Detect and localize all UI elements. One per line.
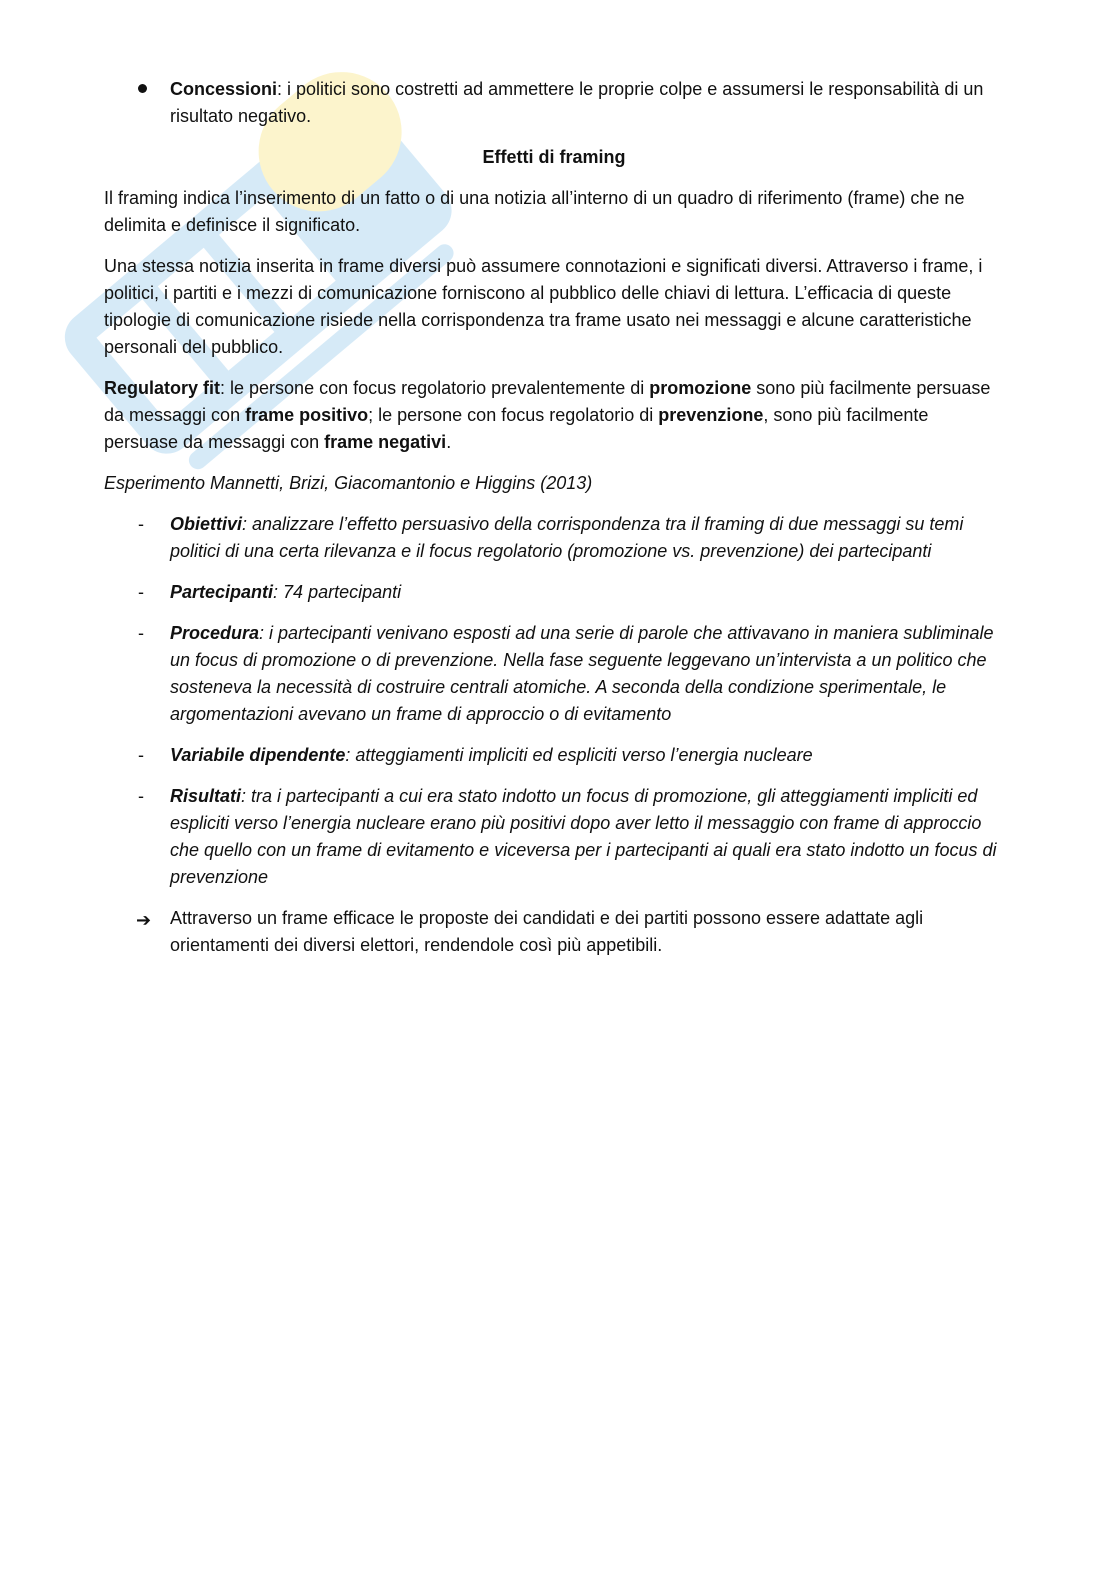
list-item-text xyxy=(170,511,1004,565)
paragraph-frame-meaning: Una stessa notizia inserita in frame diversi può assumere connotazioni e significati diversi. Attraverso i frame, i politici, i partiti e i mezzi di comunicazione forniscono al pubblico delle chiavi di lettura. L’efficacia di queste tipologie di comunicazione risiede nella corrispondenza tra frame usato nei messaggi e alcune caratteristiche personali del pubblico. xyxy=(104,256,983,357)
conclusion-text: Attraverso un frame efficace le proposte dei candidati e dei partiti possono essere adattate agli orientamenti dei diversi elettori, rendendole così più appetibili. xyxy=(170,908,924,955)
list-item-text xyxy=(170,783,1004,891)
experiment-list xyxy=(104,511,1004,891)
term-concessioni: Concessioni xyxy=(170,79,278,99)
list-item-text xyxy=(170,620,1004,728)
paragraph-framing-definition: Il framing indica l’inserimento di un fatto o di una notizia all’interno di un quadro di riferimento (frame) che ne delimita e definisce il significato. xyxy=(104,188,965,235)
list-item-term: Partecipanti xyxy=(170,582,274,602)
document-content xyxy=(104,76,1004,973)
bullet-text xyxy=(170,76,1004,130)
list-item-description: : tra i partecipanti a cui era stato indotto un focus di promozione, gli atteggiamenti impliciti ed espliciti verso l’energia nucleare erano più positivi dopo aver letto il messaggio con frame di approccio che quello con un frame di evitamento e viceversa per i partecipanti ai quali era stato indotto un focus di prevenzione xyxy=(170,786,997,887)
bullet-item-concessioni xyxy=(104,76,1004,130)
term-regulatory-fit: Regulatory fit xyxy=(104,378,221,398)
list-item-text xyxy=(170,742,1004,769)
list-item-procedura xyxy=(104,620,1004,728)
list-item-term: Variabile dipendente xyxy=(170,745,346,765)
text-fragment: ; le persone con focus regolatorio di xyxy=(368,405,659,425)
dash-marker: - xyxy=(138,623,144,643)
text-fragment: , sono più facilmente persuase da messaggi con xyxy=(104,405,929,452)
text-fragment: sono più facilmente persuase da messaggi con xyxy=(104,378,991,425)
concessioni-description: : i politici sono costretti ad ammettere le proprie colpe e assumersi le responsabilità di un risultato negativo. xyxy=(170,79,984,126)
text-fragment: . xyxy=(446,432,452,452)
bold-frame-positivo: frame positivo xyxy=(245,405,369,425)
list-item-risultati xyxy=(104,783,1004,891)
dash-marker: - xyxy=(138,786,144,806)
text-fragment: : le persone con focus regolatorio prevalentemente di xyxy=(220,378,650,398)
conclusion-item xyxy=(104,905,1004,959)
list-item-partecipanti xyxy=(104,579,1004,606)
section-heading: Effetti di framing xyxy=(482,147,626,167)
dash-marker: - xyxy=(138,582,144,602)
arrow-right-icon: ➔ xyxy=(136,910,152,930)
list-item-description: : atteggiamenti impliciti ed espliciti verso l’energia nucleare xyxy=(345,745,813,765)
list-item-term: Obiettivi xyxy=(170,514,243,534)
paragraph-regulatory-fit xyxy=(104,375,1004,456)
bold-promozione: promozione xyxy=(649,378,752,398)
dash-marker: - xyxy=(138,514,144,534)
list-item-text xyxy=(170,579,1004,606)
list-item-description: : 74 partecipanti xyxy=(273,582,402,602)
list-item-variabile-dipendente xyxy=(104,742,1004,769)
bold-frame-negativi: frame negativi xyxy=(324,432,447,452)
list-item-description: : i partecipanti venivano esposti ad una serie di parole che attivavano in maniera subliminale un focus di promozione o di prevenzione. Nella fase seguente leggevano un’intervista a un politico che sosteneva la necessità di costruire centrali atomiche. A seconda della condizione sperimentale, le argomentazioni avevano un frame di approccio o di evitamento xyxy=(170,623,994,724)
experiment-title: Esperimento Mannetti, Brizi, Giacomantonio e Higgins (2013) xyxy=(104,473,593,493)
list-item-term: Procedura xyxy=(170,623,260,643)
list-item-description: : analizzare l’effetto persuasivo della corrispondenza tra il framing di due messaggi su temi politici di una certa rilevanza e il focus regolatorio (promozione vs. prevenzione) dei partecipanti xyxy=(170,514,964,561)
list-item-obiettivi xyxy=(104,511,1004,565)
list-item-term: Risultati xyxy=(170,786,242,806)
bold-prevenzione: prevenzione xyxy=(658,405,764,425)
dash-marker: - xyxy=(138,745,144,765)
bullet-dot-icon xyxy=(138,76,158,103)
